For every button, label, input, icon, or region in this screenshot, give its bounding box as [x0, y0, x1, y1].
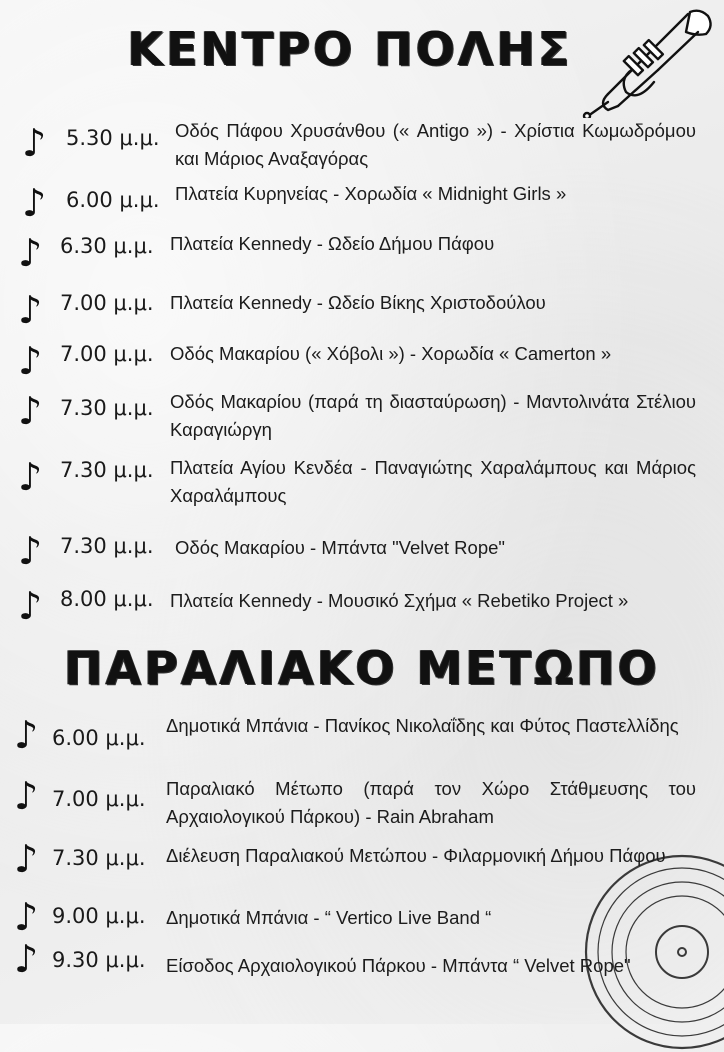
event-time: 9.30 μ.μ. [52, 948, 146, 972]
event-time: 8.00 μ.μ. [60, 587, 154, 611]
music-note-icon: ♪ [14, 837, 39, 881]
music-note-icon: ♪ [14, 713, 39, 757]
event-description: Παραλιακό Μέτωπο (παρά τον Χώρο Στάθμευσης του Αρχαιολογικού Πάρκου) - Rain Abraham [166, 778, 696, 827]
music-note-icon: ♪ [18, 389, 43, 433]
music-note-icon: ♪ [18, 288, 43, 332]
music-note-icon: ♪ [18, 455, 43, 499]
event-description: Οδός Πάφου Χρυσάνθου (« Antigo ») - Χρίστια Κωμωδρόμου και Μάριος Αναξαγόρας [175, 120, 696, 169]
event-time: 7.30 μ.μ. [60, 534, 154, 558]
music-note-icon: ♪ [18, 231, 43, 275]
section-title-city-centre: ΚΕΝΤΡΟ ΠΟΛΗΣ [127, 22, 573, 76]
music-note-icon: ♪ [14, 937, 39, 981]
event-time: 6.00 μ.μ. [66, 188, 160, 212]
music-note-icon: ♪ [22, 121, 47, 165]
event-time: 7.00 μ.μ. [52, 787, 146, 811]
event-time: 7.30 μ.μ. [60, 396, 154, 420]
event-description: Οδός Μακαρίου - Μπάντα "Velvet Rope" [175, 537, 505, 558]
event-time: 7.00 μ.μ. [60, 342, 154, 366]
music-note-icon: ♪ [14, 774, 39, 818]
event-description: Πλατεία Κυρηνείας - Χορωδία « Midnight Girls » [175, 183, 567, 204]
event-description: Οδός Μακαρίου (« Χόβολι ») - Χορωδία « Camerton » [170, 343, 612, 364]
event-time: 6.30 μ.μ. [60, 234, 154, 258]
event-description: Δημοτικά Μπάνια - Πανίκος Νικολαΐδης και Φύτος Παστελλίδης [166, 715, 679, 736]
music-note-icon: ♪ [22, 181, 47, 225]
music-note-icon: ♪ [14, 895, 39, 939]
event-time: 5.30 μ.μ. [66, 126, 160, 150]
event-time: 7.30 μ.μ. [60, 458, 154, 482]
music-note-icon: ♪ [18, 339, 43, 383]
event-time: 7.00 μ.μ. [60, 291, 154, 315]
music-note-icon: ♪ [18, 584, 43, 628]
event-time: 7.30 μ.μ. [52, 846, 146, 870]
event-description: Πλατεία Kennedy - Ωδείο Δήμου Πάφου [170, 233, 495, 254]
event-description: Είσοδος Αρχαιολογικού Πάρκου - Μπάντα “ Velvet Rope" [166, 955, 631, 976]
event-time: 6.00 μ.μ. [52, 726, 146, 750]
event-description: Πλατεία Kennedy - Μουσικό Σχήμα « Rebetiko Project » [170, 590, 629, 611]
event-description: Διέλευση Παραλιακού Μετώπου - Φιλαρμονική Δήμου Πάφου [166, 845, 666, 866]
event-description: Πλατεία Kennedy - Ωδείο Βίκης Χριστοδούλου [170, 292, 546, 313]
event-description: Δημοτικά Μπάνια - “ Vertico Live Band “ [166, 907, 492, 928]
event-description: Οδός Μακαρίου (παρά τη διασταύρωση) - Μαντολινάτα Στέλιου Καραγιώργη [170, 391, 696, 440]
section-title-seafront: ΠΑΡΑΛΙΑΚΟ ΜΕΤΩΠΟ [64, 641, 660, 695]
event-description: Πλατεία Αγίου Κενδέα - Παναγιώτης Χαραλάμπους και Μάριος Χαραλάμπους [170, 457, 696, 506]
event-time: 9.00 μ.μ. [52, 904, 146, 928]
music-note-icon: ♪ [18, 529, 43, 573]
